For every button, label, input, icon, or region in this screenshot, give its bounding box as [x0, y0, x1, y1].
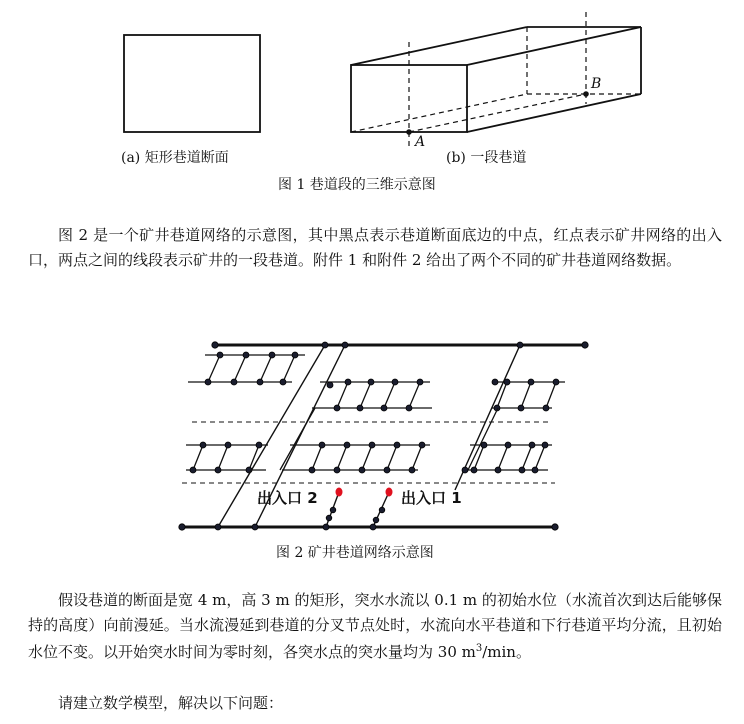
node [532, 467, 538, 473]
node [200, 442, 206, 448]
incline-shaft [468, 408, 498, 470]
incline-segment [387, 445, 397, 470]
node [205, 379, 211, 385]
point-b-dot [583, 91, 589, 97]
node [190, 467, 196, 473]
node [417, 379, 423, 385]
node [409, 467, 415, 473]
incline-segment [412, 445, 422, 470]
caption-a: (a) 矩形巷道断面 [121, 150, 229, 166]
node [344, 442, 350, 448]
node [519, 467, 525, 473]
exit-1-red-dot [386, 488, 393, 497]
node [368, 379, 374, 385]
node [269, 352, 275, 358]
node [495, 467, 501, 473]
node [326, 515, 332, 521]
node [215, 467, 221, 473]
incline-segment [260, 355, 272, 382]
node [419, 442, 425, 448]
paragraph-3: 请建立数学模型，解决以下问题： [58, 694, 284, 712]
incline-segment [409, 382, 420, 408]
node [481, 442, 487, 448]
node [529, 442, 535, 448]
rectangular-section [124, 35, 260, 132]
node [369, 442, 375, 448]
node [292, 352, 298, 358]
incline-segment [193, 445, 203, 470]
node [257, 379, 263, 385]
incline-segment [546, 382, 556, 408]
node [309, 467, 315, 473]
node [392, 379, 398, 385]
node [323, 524, 329, 530]
incline-segment [337, 445, 347, 470]
node [231, 379, 237, 385]
incline-segment [535, 445, 545, 470]
node [552, 524, 558, 530]
node [252, 524, 258, 530]
incline-segment [283, 355, 295, 382]
node [217, 352, 223, 358]
node [319, 442, 325, 448]
exit-2-label: 出入口 2 [257, 489, 318, 507]
node [518, 405, 524, 411]
figure1-drawing [0, 0, 744, 160]
incline-segment [521, 382, 531, 408]
node [394, 442, 400, 448]
node [243, 352, 249, 358]
node [322, 342, 328, 348]
incline-segment [362, 445, 372, 470]
node [553, 379, 559, 385]
incline-segment [337, 382, 348, 408]
node [225, 442, 231, 448]
node [256, 442, 262, 448]
node [357, 405, 363, 411]
node [462, 467, 468, 473]
node [379, 507, 385, 513]
node [373, 517, 379, 523]
node [492, 379, 498, 385]
node [543, 405, 549, 411]
node [381, 405, 387, 411]
point-b-label: B [591, 76, 602, 92]
incline-segment [522, 445, 532, 470]
mine-network-diagram [0, 330, 744, 540]
incline-segment [218, 445, 228, 470]
node [327, 382, 333, 388]
incline-segment [384, 382, 395, 408]
exit-2-red-dot [336, 488, 343, 497]
incline-segment [312, 445, 322, 470]
incline-segment [498, 445, 508, 470]
incline-segment [234, 355, 246, 382]
caption-b: (b) 一段巷道 [446, 150, 527, 166]
incline-segment [360, 382, 371, 408]
node [505, 442, 511, 448]
node [330, 507, 336, 513]
node [334, 467, 340, 473]
node [280, 379, 286, 385]
node [370, 524, 376, 530]
paragraph-2: 假设巷道的断面是宽 4 m，高 3 m 的矩形，突水水流以 0.1 m 的初始水位（水流首次到达后能够保持的高度）向前漫延。当水流漫延到巷道的分叉节点处时，水流向水平巷道和下行巷道平均分流，且初始水位不变。以开始突水时间为零时刻，各突水点的突水量均为 30 $m^3/\min$。 [28, 591, 722, 661]
node [406, 405, 412, 411]
node [517, 342, 523, 348]
node [215, 524, 221, 530]
node [334, 405, 340, 411]
incline-shaft [280, 408, 315, 470]
node [542, 442, 548, 448]
point-a-label: A [415, 134, 426, 150]
node [345, 379, 351, 385]
paragraph-1: 图 2 是一个矿井巷道网络的示意图，其中黑点表示巷道断面底边的中点，红点表示矿井网络的出入口，两点之间的线段表示矿井的一段巷道。附件 1 和附件 2 给出了两个不同的矿井巷道网络数据。 [28, 226, 722, 269]
incline-segment [208, 355, 220, 382]
node [471, 467, 477, 473]
figure2-title: 图 2 矿井巷道网络示意图 [276, 545, 434, 561]
node [582, 342, 588, 348]
figure1-title: 图 1 巷道段的三维示意图 [278, 177, 436, 193]
node [342, 342, 348, 348]
node [528, 379, 534, 385]
exit-1-label: 出入口 1 [401, 489, 462, 507]
node [384, 467, 390, 473]
node [179, 524, 185, 530]
point-a-dot [406, 129, 412, 135]
node [212, 342, 218, 348]
node [359, 467, 365, 473]
